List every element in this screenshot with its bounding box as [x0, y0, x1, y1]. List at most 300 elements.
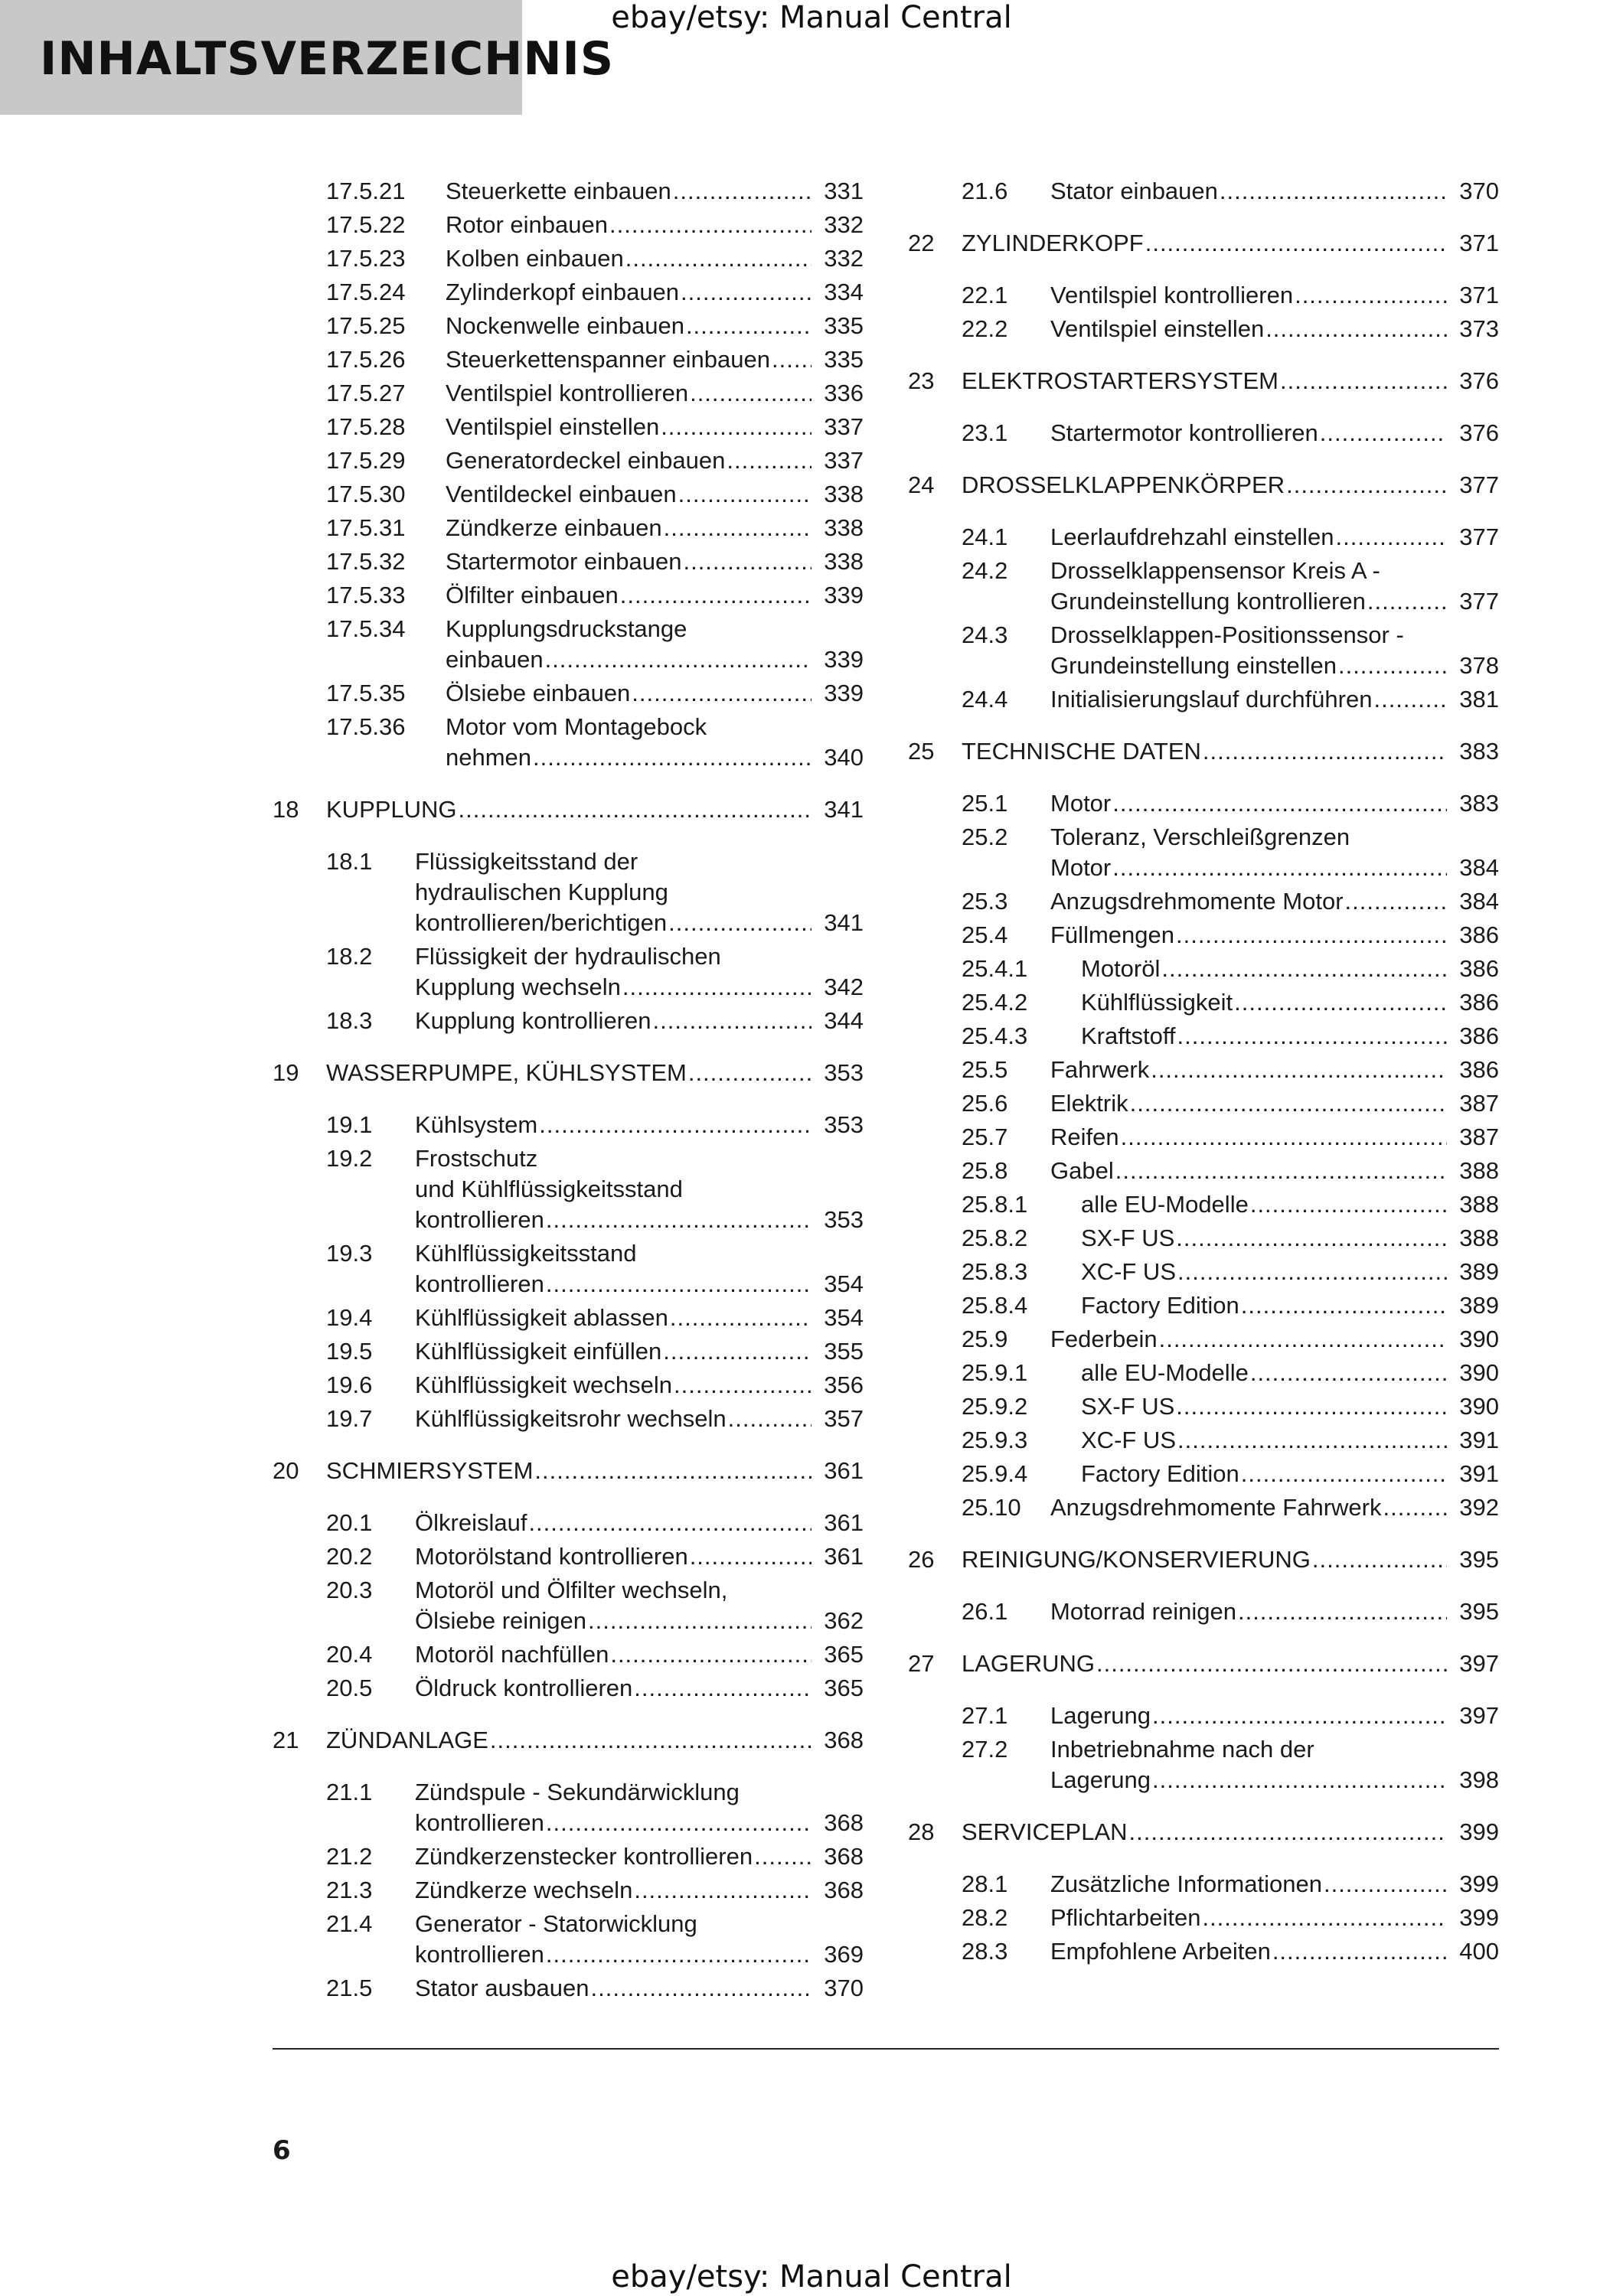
toc-entry-number: 25.6: [962, 1090, 1008, 1117]
toc-entry-number: 19: [273, 1059, 299, 1086]
toc-entry-title: Drosselklappensensor Kreis A -: [1050, 557, 1380, 584]
toc-entry-number: 17.5.25: [326, 312, 406, 339]
toc-entry-number: 20.3: [326, 1577, 373, 1603]
dot-leader: [683, 546, 812, 577]
page-number: 6: [273, 2135, 291, 2166]
dot-leader: [1202, 1903, 1447, 1933]
toc-entry-number: 17.5.22: [326, 211, 406, 238]
toc-entry-number: 17.5.35: [326, 680, 406, 706]
toc-entry[interactable]: [273, 445, 864, 476]
toc-page-number: 339: [824, 680, 864, 706]
watermark-top: ebay/etsy: Manual Central: [611, 0, 1012, 35]
toc-entry-title: Toleranz, Verschleißgrenzen: [1050, 823, 1350, 850]
toc-entry[interactable]: [908, 280, 1499, 311]
dot-leader: [754, 1841, 812, 1872]
toc-entry-title: Zusätzliche Informationen: [1050, 1870, 1322, 1897]
toc-page-number: 392: [1459, 1494, 1499, 1521]
toc-entry[interactable]: [908, 1936, 1499, 1967]
toc-entry-title: Lagerung: [1050, 1702, 1151, 1729]
toc-page-number: 341: [824, 909, 864, 936]
toc-entry-title: Kühlflüssigkeit: [1081, 989, 1233, 1016]
toc-entry-title: Ventilspiel einstellen: [1050, 315, 1265, 342]
dot-leader: [673, 176, 812, 207]
toc-page-number: 335: [824, 312, 864, 339]
toc-entry-number: 17.5.23: [326, 245, 406, 272]
dot-leader: [545, 644, 812, 675]
toc-entry-title: Fahrwerk: [1050, 1056, 1150, 1083]
toc-entry-title: Steuerkette einbauen: [446, 178, 671, 204]
dot-leader: [546, 1205, 812, 1235]
dot-leader: [728, 1404, 812, 1434]
toc-entry-number: 17.5.30: [326, 481, 406, 507]
toc-entry[interactable]: [908, 920, 1499, 951]
toc-entry-title: alle EU-Modelle: [1081, 1191, 1249, 1218]
toc-entry[interactable]: [273, 243, 864, 274]
toc-entry-number: 17.5.26: [326, 346, 406, 373]
dot-leader: [1112, 853, 1447, 883]
toc-entry-number: 21.6: [962, 178, 1008, 204]
dot-leader: [661, 412, 812, 442]
dot-leader: [1280, 366, 1447, 396]
dot-leader: [1250, 1358, 1447, 1388]
toc-entry[interactable]: [908, 684, 1499, 715]
toc-page-number: 387: [1459, 1090, 1499, 1117]
toc-entry[interactable]: [908, 1223, 1499, 1254]
toc-entry-title: Kühlflüssigkeit einfüllen: [415, 1338, 662, 1365]
toc-entry[interactable]: [273, 1303, 864, 1333]
toc-entry[interactable]: [273, 1841, 864, 1872]
toc-page-number: 355: [824, 1338, 864, 1365]
toc-entry[interactable]: [908, 1734, 1499, 1795]
toc-entry-number: 17.5.28: [326, 413, 406, 440]
toc-entry-number: 26: [908, 1546, 935, 1573]
toc-entry-title: Ölfilter einbauen: [446, 582, 619, 608]
toc-entry[interactable]: [273, 678, 864, 709]
toc-entry[interactable]: [908, 1055, 1499, 1085]
toc-entry-title: Startermotor kontrollieren: [1050, 419, 1318, 446]
toc-page-number: 399: [1459, 1904, 1499, 1931]
toc-chapter[interactable]: [273, 1725, 864, 1756]
toc-entry[interactable]: [273, 614, 864, 675]
toc-entry-title: SX-F US: [1081, 1393, 1175, 1420]
dot-leader: [1338, 651, 1447, 681]
toc-entry-number: 25.4: [962, 921, 1008, 948]
toc-entry[interactable]: [908, 556, 1499, 617]
toc-page-number: 339: [824, 582, 864, 608]
toc-page-number: 384: [1459, 888, 1499, 915]
dot-leader: [1345, 886, 1447, 917]
toc-entry-title: Kupplungsdruckstange: [446, 615, 687, 642]
dot-leader: [1121, 1122, 1447, 1153]
toc-page-number: 377: [1459, 471, 1499, 498]
toc-entry-title: Factory Edition: [1081, 1460, 1239, 1487]
toc-entry-number: 28.3: [962, 1938, 1008, 1965]
toc-entry[interactable]: [908, 1596, 1499, 1627]
toc-chapter[interactable]: [908, 228, 1499, 259]
toc-entry[interactable]: [273, 176, 864, 207]
toc-page-number: 332: [824, 211, 864, 238]
toc-page-number: 391: [1459, 1427, 1499, 1453]
toc-entry-number: 25.9.2: [962, 1393, 1028, 1420]
toc-entry[interactable]: [908, 1088, 1499, 1119]
toc-entry-title: Motor: [1050, 790, 1112, 817]
toc-entry[interactable]: [908, 1869, 1499, 1900]
dot-leader: [678, 479, 812, 510]
toc-entry-title: SERVICEPLAN: [962, 1818, 1128, 1845]
toc-page-number: 331: [824, 178, 864, 204]
toc-entry[interactable]: [273, 1673, 864, 1704]
page-title: INHALTSVERZEICHNIS: [40, 32, 615, 86]
dot-leader: [534, 1456, 812, 1486]
toc-entry[interactable]: [908, 1903, 1499, 1933]
toc-entry-number: 25.9.3: [962, 1427, 1028, 1453]
toc-entry-title: LAGERUNG: [962, 1650, 1095, 1677]
toc-entry-title: ZYLINDERKOPF: [962, 230, 1144, 256]
dot-leader: [688, 1058, 812, 1088]
toc-entry-title: DROSSELKLAPPENKÖRPER: [962, 471, 1285, 498]
toc-entry[interactable]: [908, 1701, 1499, 1731]
toc-entry[interactable]: [273, 1639, 864, 1670]
toc-entry-number: 25: [908, 738, 935, 765]
toc-entry-number: 28.2: [962, 1904, 1008, 1931]
toc-entry-title: kontrollieren: [415, 1206, 544, 1233]
toc-entry-number: 18: [273, 796, 299, 823]
toc-entry[interactable]: [908, 418, 1499, 448]
toc-entry-number: 26.1: [962, 1598, 1008, 1625]
toc-entry[interactable]: [908, 1021, 1499, 1052]
toc-entry-number: 24.3: [962, 621, 1008, 648]
toc-page-number: 357: [824, 1405, 864, 1432]
toc-entry[interactable]: [273, 1370, 864, 1401]
toc-page-number: 353: [824, 1111, 864, 1138]
toc-entry[interactable]: [908, 522, 1499, 553]
toc-entry-title: Pflichtarbeiten: [1050, 1904, 1201, 1931]
dot-leader: [1286, 470, 1447, 501]
toc-page-number: 361: [824, 1543, 864, 1570]
toc-entry[interactable]: [908, 314, 1499, 344]
toc-page-number: 376: [1459, 367, 1499, 394]
toc-page-number: 398: [1459, 1766, 1499, 1793]
toc-page-number: 395: [1459, 1546, 1499, 1573]
toc-entry[interactable]: [273, 311, 864, 341]
dot-leader: [1373, 684, 1447, 715]
toc-entry[interactable]: [273, 846, 864, 938]
dot-leader: [1312, 1544, 1447, 1575]
toc-entry-title: Ölsiebe reinigen: [415, 1607, 587, 1634]
toc-entry-number: 28: [908, 1818, 935, 1845]
toc-page-number: 386: [1459, 921, 1499, 948]
toc-entry-number: 17.5.21: [326, 178, 406, 204]
toc-entry[interactable]: [273, 1006, 864, 1036]
toc-entry[interactable]: [273, 546, 864, 577]
toc-entry[interactable]: [908, 822, 1499, 883]
toc-page-number: 390: [1459, 1393, 1499, 1420]
dot-leader: [1129, 1817, 1447, 1848]
toc-entry[interactable]: [908, 1122, 1499, 1153]
toc-entry-title: Federbein: [1050, 1326, 1158, 1352]
toc-page-number: 389: [1459, 1292, 1499, 1319]
dot-leader: [1238, 1596, 1447, 1627]
toc-page-number: 378: [1459, 652, 1499, 679]
toc-entry-title: kontrollieren: [415, 1809, 544, 1836]
dot-leader: [1234, 987, 1447, 1018]
toc-entry-title: Inbetriebnahme nach der: [1050, 1736, 1314, 1763]
toc-page-number: 390: [1459, 1359, 1499, 1386]
toc-entry-title: Zündkerzenstecker kontrollieren: [415, 1843, 753, 1870]
toc-entry-title: Stator ausbauen: [415, 1975, 589, 2001]
toc-page-number: 361: [824, 1457, 864, 1484]
toc-entry-title: KUPPLUNG: [326, 796, 457, 823]
toc-entry-title: WASSERPUMPE, KÜHLSYSTEM: [326, 1059, 687, 1086]
dot-leader: [625, 243, 812, 274]
toc-entry[interactable]: [908, 954, 1499, 984]
toc-page-number: 371: [1459, 230, 1499, 256]
toc-entry-title: SCHMIERSYSTEM: [326, 1457, 534, 1484]
toc-page-number: 377: [1459, 523, 1499, 550]
toc-entry-title: Kühlflüssigkeitsstand: [415, 1240, 637, 1267]
dot-leader: [546, 1269, 812, 1300]
toc-entry[interactable]: [273, 1973, 864, 2004]
toc-entry-number: 25.5: [962, 1056, 1008, 1083]
toc-entry-title: Füllmengen: [1050, 921, 1174, 948]
toc-entry[interactable]: [273, 1110, 864, 1140]
toc-entry[interactable]: [273, 1875, 864, 1906]
toc-page-number: 362: [824, 1607, 864, 1634]
toc-page-number: 371: [1459, 282, 1499, 308]
toc-entry-number: 27: [908, 1650, 935, 1677]
toc-page-number: 386: [1459, 955, 1499, 982]
toc-page-number: 344: [824, 1007, 864, 1034]
dot-leader: [588, 1606, 812, 1636]
toc-chapter[interactable]: [908, 366, 1499, 396]
toc-entry-number: 17.5.32: [326, 548, 406, 575]
toc-entry-title: Ventilspiel einstellen: [446, 413, 660, 440]
toc-entry[interactable]: [908, 1425, 1499, 1456]
toc-entry-number: 17.5.34: [326, 615, 406, 642]
dot-leader: [528, 1508, 812, 1538]
dot-leader: [546, 1808, 812, 1838]
toc-page-number: 370: [824, 1975, 864, 2001]
dot-leader: [1176, 1391, 1447, 1422]
toc-page-number: 386: [1459, 1056, 1499, 1083]
toc-entry[interactable]: [273, 1909, 864, 1970]
toc-entry-number: 18.2: [326, 943, 373, 970]
toc-entry-title: kontrollieren: [415, 1270, 544, 1297]
toc-chapter[interactable]: [273, 1058, 864, 1088]
toc-entry-title: hydraulischen Kupplung: [415, 879, 668, 905]
toc-page-number: 332: [824, 245, 864, 272]
toc-chapter[interactable]: [908, 1544, 1499, 1575]
toc-entry[interactable]: [273, 1508, 864, 1538]
toc-entry-number: 20: [273, 1457, 299, 1484]
toc-entry[interactable]: [908, 1492, 1499, 1523]
toc-entry[interactable]: [908, 620, 1499, 681]
toc-entry[interactable]: [908, 1156, 1499, 1186]
toc-entry-title: Startermotor einbauen: [446, 548, 682, 575]
toc-entry[interactable]: [273, 1143, 864, 1235]
dot-leader: [727, 445, 812, 476]
toc-page-number: 368: [824, 1727, 864, 1753]
toc-entry-number: 17.5.27: [326, 380, 406, 406]
dot-leader: [663, 1336, 812, 1367]
toc-entry[interactable]: [273, 1238, 864, 1300]
toc-entry[interactable]: [908, 1459, 1499, 1489]
dot-leader: [609, 210, 812, 240]
toc-entry-number: 18.1: [326, 848, 373, 875]
dot-leader: [1145, 228, 1447, 259]
toc-page-number: 384: [1459, 854, 1499, 881]
toc-entry-title: Kupplung kontrollieren: [415, 1007, 651, 1034]
toc-entry-number: 20.2: [326, 1543, 373, 1570]
toc-entry[interactable]: [908, 886, 1499, 917]
toc-chapter[interactable]: [908, 470, 1499, 501]
toc-entry-title: Lagerung: [1050, 1766, 1151, 1793]
toc-entry-title: Anzugsdrehmomente Fahrwerk: [1050, 1494, 1382, 1521]
dot-leader: [1241, 1290, 1447, 1321]
toc-entry-number: 23.1: [962, 419, 1008, 446]
toc-entry-number: 25.4.1: [962, 955, 1028, 982]
toc-page-number: 368: [824, 1877, 864, 1903]
toc-entry-title: kontrollieren: [415, 1941, 544, 1968]
dot-leader: [1241, 1459, 1447, 1489]
toc-chapter[interactable]: [273, 794, 864, 825]
toc-entry-title: REINIGUNG/KONSERVIERUNG: [962, 1546, 1311, 1573]
toc-entry[interactable]: [908, 1189, 1499, 1220]
watermark-bottom: ebay/etsy: Manual Central: [611, 2259, 1012, 2294]
toc-entry-title: Flüssigkeit der hydraulischen: [415, 943, 721, 970]
toc-page-number: 387: [1459, 1124, 1499, 1150]
toc-entry-number: 21.1: [326, 1779, 373, 1805]
toc-entry[interactable]: [908, 987, 1499, 1018]
toc-entry-number: 25.9.4: [962, 1460, 1028, 1487]
dot-leader: [1324, 1869, 1447, 1900]
dot-leader: [690, 1541, 812, 1572]
toc-chapter[interactable]: [908, 1649, 1499, 1679]
toc-entry-title: Anzugsdrehmomente Motor: [1050, 888, 1344, 915]
toc-chapter[interactable]: [908, 736, 1499, 767]
toc-entry[interactable]: [273, 1404, 864, 1434]
toc-entry-number: 25.8.1: [962, 1191, 1028, 1218]
toc-page-number: 381: [1459, 686, 1499, 713]
toc-page-number: 335: [824, 346, 864, 373]
toc-entry-number: 19.3: [326, 1240, 373, 1267]
toc-chapter[interactable]: [273, 1456, 864, 1486]
toc-entry[interactable]: [273, 210, 864, 240]
toc-entry[interactable]: [273, 513, 864, 543]
toc-entry-number: 24.1: [962, 523, 1008, 550]
toc-page-number: 377: [1459, 588, 1499, 615]
dot-leader: [634, 1875, 812, 1906]
dot-leader: [591, 1973, 812, 2004]
toc-entry-title: Ventilspiel kontrollieren: [446, 380, 689, 406]
toc-entry[interactable]: [908, 1290, 1499, 1321]
toc-entry[interactable]: [908, 1324, 1499, 1355]
toc-entry[interactable]: [273, 412, 864, 442]
toc-page-number: 341: [824, 796, 864, 823]
toc-entry-number: 25.9.1: [962, 1359, 1028, 1386]
toc-page-number: 361: [824, 1509, 864, 1536]
toc-entry[interactable]: [273, 277, 864, 308]
dot-leader: [1161, 954, 1447, 984]
toc-entry[interactable]: [273, 580, 864, 611]
toc-page-number: 397: [1459, 1702, 1499, 1729]
toc-entry[interactable]: [273, 1336, 864, 1367]
dot-leader: [1320, 418, 1447, 448]
dot-leader: [1176, 1223, 1447, 1254]
dot-leader: [1265, 314, 1447, 344]
dot-leader: [1220, 176, 1447, 207]
toc-entry-number: 22.2: [962, 315, 1008, 342]
toc-entry-number: 21.4: [326, 1910, 373, 1937]
toc-entry-title: Leerlaufdrehzahl einstellen: [1050, 523, 1334, 550]
toc-entry-title: Motor: [1050, 854, 1112, 881]
toc-entry[interactable]: [273, 1777, 864, 1838]
toc-page-number: 386: [1459, 1022, 1499, 1049]
toc-entry[interactable]: [908, 176, 1499, 207]
toc-entry-title: TECHNISCHE DATEN: [962, 738, 1201, 765]
toc-entry[interactable]: [273, 479, 864, 510]
toc-entry-number: 28.1: [962, 1870, 1008, 1897]
toc-entry[interactable]: [273, 712, 864, 773]
toc-entry-title: Kühlflüssigkeitsrohr wechseln: [415, 1405, 727, 1432]
dot-leader: [674, 1370, 812, 1401]
toc-entry-title: Nockenwelle einbauen: [446, 312, 684, 339]
dot-leader: [1272, 1936, 1447, 1967]
toc-entry[interactable]: [273, 1541, 864, 1572]
toc-entry-number: 19.2: [326, 1145, 373, 1172]
toc-entry-number: 17.5.24: [326, 279, 406, 305]
toc-entry-number: 21.5: [326, 1975, 373, 2001]
toc-entry[interactable]: [908, 788, 1499, 819]
toc-entry-number: 17.5.36: [326, 713, 406, 740]
toc-entry-number: 20.5: [326, 1675, 373, 1701]
toc-entry-number: 25.1: [962, 790, 1008, 817]
dot-leader: [686, 311, 812, 341]
dot-leader: [1115, 1156, 1447, 1186]
toc-entry-title: Steuerkettenspanner einbauen: [446, 346, 770, 373]
toc-entry-title: Zündkerze wechseln: [415, 1877, 633, 1903]
toc-entry-number: 24: [908, 471, 935, 498]
toc-page-number: 373: [1459, 315, 1499, 342]
toc-entry[interactable]: [908, 1391, 1499, 1422]
dot-leader: [1112, 788, 1447, 819]
toc-page-number: 369: [824, 1941, 864, 1968]
toc-entry-title: Öldruck kontrollieren: [415, 1675, 633, 1701]
toc-page-number: 391: [1459, 1460, 1499, 1487]
toc-page-number: 353: [824, 1206, 864, 1233]
toc-entry-number: 21.2: [326, 1843, 373, 1870]
toc-entry-number: 27.2: [962, 1736, 1008, 1763]
toc-entry-number: 20.1: [326, 1509, 373, 1536]
dot-leader: [1177, 1425, 1447, 1456]
toc-chapter[interactable]: [908, 1817, 1499, 1848]
toc-entry-number: 22.1: [962, 282, 1008, 308]
toc-entry[interactable]: [273, 1575, 864, 1636]
toc-page-number: 356: [824, 1371, 864, 1398]
dot-leader: [539, 1110, 812, 1140]
toc-page-number: 389: [1459, 1258, 1499, 1285]
dot-leader: [681, 277, 812, 308]
dot-leader: [634, 1673, 812, 1704]
toc-entry[interactable]: [273, 941, 864, 1003]
dot-leader: [459, 794, 812, 825]
toc-entry[interactable]: [273, 378, 864, 409]
toc-entry-title: Rotor einbauen: [446, 211, 608, 238]
toc-entry-number: 24.4: [962, 686, 1008, 713]
toc-entry[interactable]: [908, 1257, 1499, 1287]
toc-entry[interactable]: [273, 344, 864, 375]
toc-entry[interactable]: [908, 1358, 1499, 1388]
